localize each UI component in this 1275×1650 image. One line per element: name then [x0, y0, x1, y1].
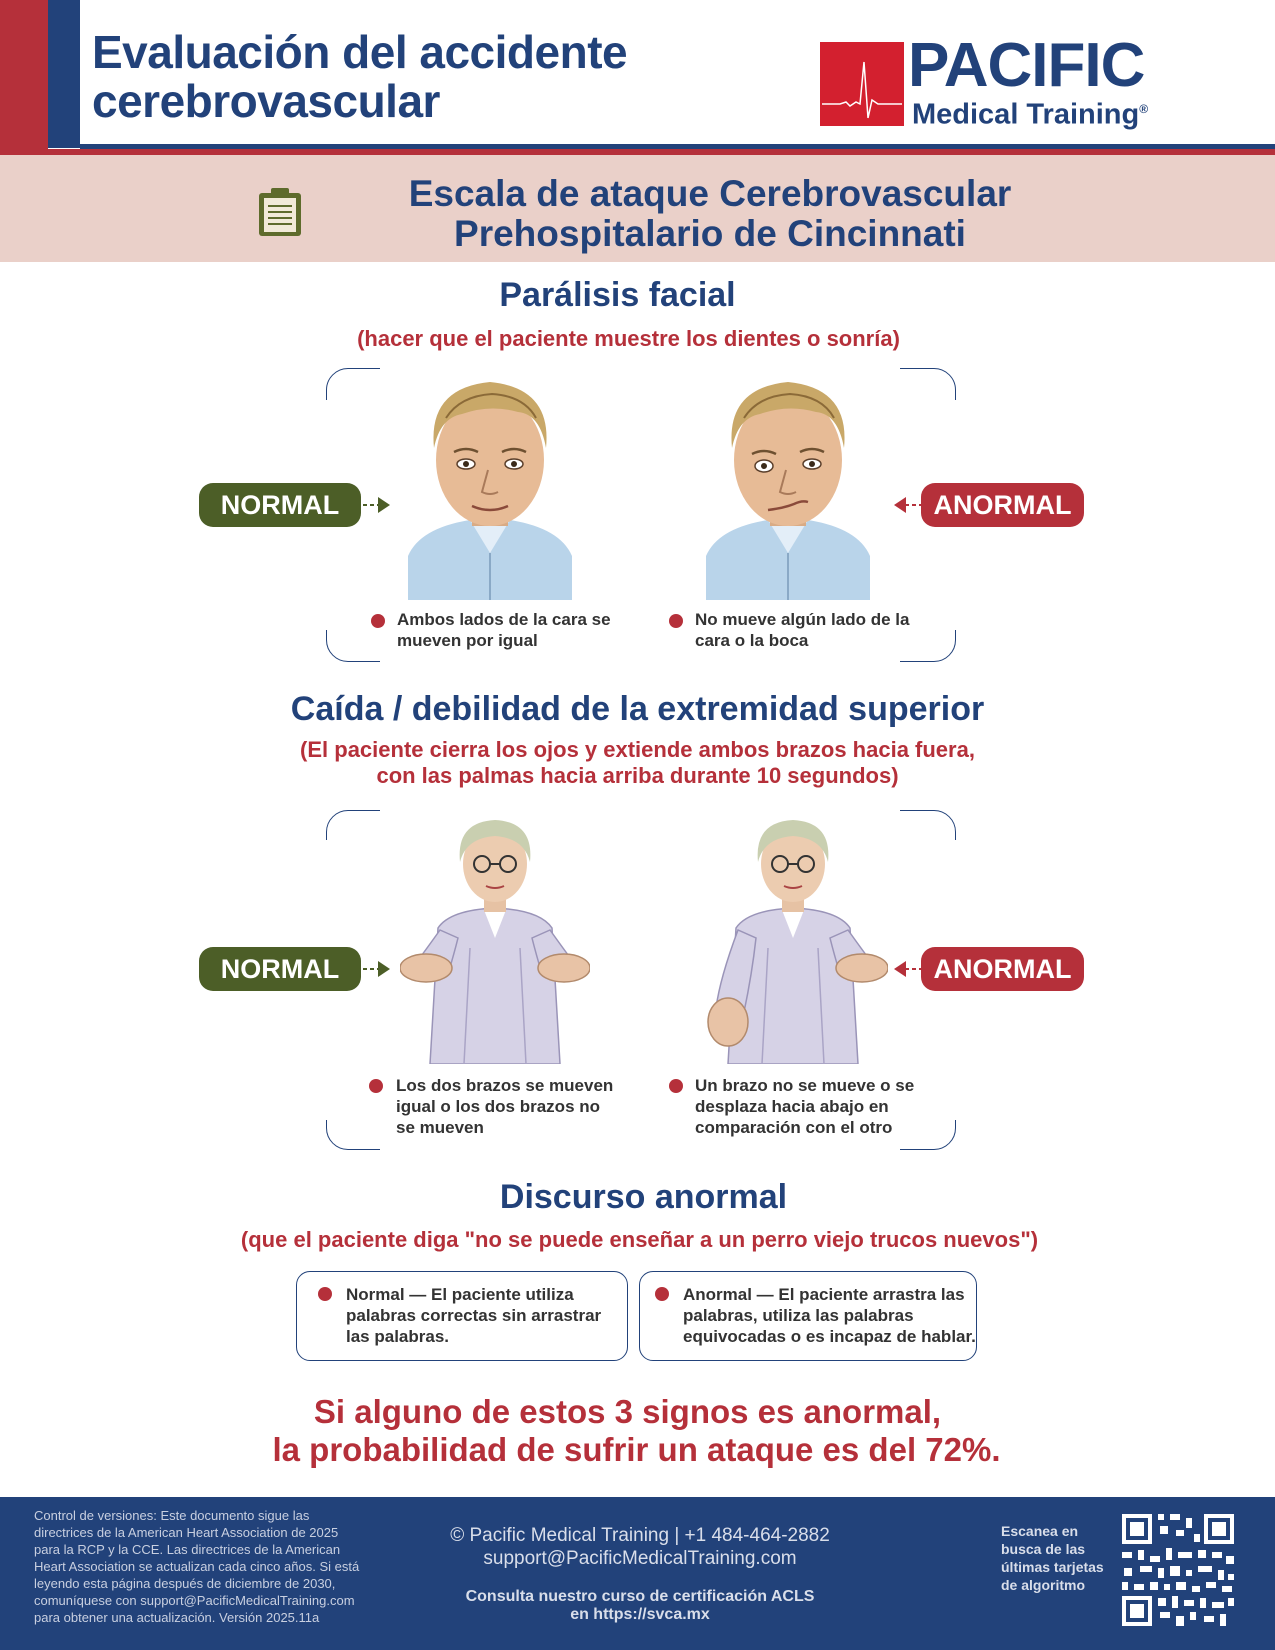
clipboard-icon [256, 186, 304, 238]
arm-frame-gap-bottom [380, 1143, 900, 1157]
scan-note-line4: de algoritmo [1001, 1577, 1086, 1593]
speech-abnormal-text-line3: equivocadas o es incapaz de hablar. [683, 1327, 976, 1346]
arm-normal-text-line3: se mueven [396, 1118, 484, 1137]
scale-title-line1: Escala de ataque Cerebrovascular [408, 173, 1012, 214]
speech-normal-bullet-icon [318, 1287, 332, 1301]
facial-normal-text [397, 609, 611, 651]
arm-abnormal-text-line3: comparación con el otro [695, 1118, 893, 1137]
arm-abnormal-bullet-icon [669, 1079, 683, 1093]
arm-abnormal-text-line2: desplaza hacia abajo en [695, 1097, 889, 1116]
facial-subtitle-text: (hacer que el paciente muestre los dientes o sonría) [357, 326, 900, 351]
scan-note-line1: Escanea en [1001, 1523, 1079, 1539]
arm-title-text: Caída / debilidad de la extremidad superior [290, 690, 985, 728]
abnormal-arms-illustration [698, 818, 888, 1064]
scan-note-line2: busca de las [1001, 1541, 1086, 1557]
page-title-line2: cerebrovascular [92, 75, 440, 127]
arm-abnormal-text-line1: Un brazo no se mueve o se [695, 1076, 915, 1095]
facial-normal-text-line2: mueven por igual [397, 631, 538, 650]
arm-abnormal-label-text: ANORMAL [933, 954, 1072, 984]
facial-abnormal-bullet-icon [669, 614, 683, 628]
speech-subtitle [0, 1226, 1275, 1254]
facial-title-text: Parálisis facial [499, 276, 736, 314]
facial-abnormal-label [921, 483, 1084, 527]
course-link[interactable]: en https://svca.mx [570, 1606, 710, 1623]
speech-title-text: Discurso anormal [499, 1178, 788, 1216]
version-note-line6: comuníquese con support@PacificMedicalTraining.com [34, 1593, 355, 1608]
course-info [420, 1588, 860, 1624]
speech-abnormal-bullet-icon [655, 1287, 669, 1301]
contact-phone-line[interactable]: © Pacific Medical Training | +1 484-464-2882 [450, 1525, 830, 1546]
arm-subtitle-line2: con las palmas hacia arriba durante 10 segundos) [376, 763, 899, 788]
version-note [34, 1507, 374, 1626]
header-red-bar [0, 0, 48, 150]
facial-abnormal-text-line2: cara o la boca [695, 631, 809, 650]
arm-normal-text [396, 1075, 613, 1138]
normal-face-illustration [400, 378, 580, 600]
version-note-line4: Heart Association se actualizan cada cinco años. Si está [34, 1559, 360, 1574]
arm-frame-gap-top [380, 802, 900, 816]
version-note-line2: directrices de la American Heart Association de 2025 [34, 1525, 339, 1540]
conclusion-line1: Si alguno de estos 3 signos es anormal, [313, 1393, 942, 1430]
abnormal-face-illustration [698, 378, 878, 600]
facial-normal-text-line1: Ambos lados de la cara se [397, 610, 611, 629]
facial-frame-gap-top [380, 360, 900, 374]
speech-normal-text-line1: Normal — El paciente utiliza [346, 1285, 574, 1304]
scale-title [380, 174, 1040, 254]
header-blue-bar [48, 0, 80, 148]
arm-subtitle-line1: (El paciente cierra los ojos y extiende ambos brazos hacia fuera, [300, 737, 975, 762]
speech-normal-text-line3: las palabras. [346, 1327, 450, 1346]
arm-normal-arrow-icon [363, 958, 391, 980]
arm-abnormal-arrow-icon [893, 958, 921, 980]
conclusion-statement [0, 1393, 1275, 1469]
speech-normal-text [346, 1284, 601, 1347]
facial-abnormal-text-line1: No mueve algún lado de la [695, 610, 910, 629]
arm-normal-label [199, 947, 361, 991]
arm-normal-text-line2: igual o los dos brazos no [396, 1097, 601, 1116]
facial-normal-arrow-icon [363, 494, 391, 516]
page-title [92, 28, 627, 126]
version-note-line3: para la RCP y la CCE. Las directrices de la American [34, 1542, 341, 1557]
facial-normal-label-text: NORMAL [220, 490, 340, 520]
arm-normal-label-text: NORMAL [220, 954, 340, 984]
facial-normal-label [199, 483, 361, 527]
version-note-line1: Control de versiones: Este documento sigue las [34, 1508, 310, 1523]
course-info-line1: Consulta nuestro curso de certificación ACLS [465, 1588, 815, 1605]
facial-subtitle [0, 325, 1275, 353]
page-title-line1: Evaluación del accidente [92, 26, 628, 78]
facial-title [0, 275, 1275, 315]
facial-abnormal-text [695, 609, 909, 651]
speech-normal-text-line2: palabras correctas sin arrastrar [346, 1306, 602, 1325]
facial-frame-gap-bottom [380, 655, 900, 669]
speech-abnormal-text [683, 1284, 976, 1347]
facial-abnormal-arrow-icon [893, 494, 921, 516]
speech-abnormal-text-line1: Anormal — El paciente arrastra las [683, 1285, 965, 1304]
facial-abnormal-label-text: ANORMAL [933, 490, 1072, 520]
scan-note-line3: últimas tarjetas [1001, 1559, 1104, 1575]
arm-title [0, 688, 1275, 730]
version-note-line5: leyendo esta página después de diciembre de 2030, [34, 1576, 336, 1591]
logo-brand: PACIFIC [908, 31, 1145, 100]
speech-subtitle-text: (que el paciente diga "no se puede enseñar a un perro viejo trucos nuevos") [240, 1227, 1039, 1252]
speech-title [0, 1176, 1275, 1218]
version-note-line7: para obtener una actualización. Versión 2025.11a [34, 1610, 320, 1625]
arm-subtitle [0, 737, 1275, 789]
conclusion-line2: la probabilidad de sufrir un ataque es del 72%. [272, 1431, 1001, 1468]
scale-title-line2: Prehospitalario de Cincinnati [454, 213, 966, 254]
arm-abnormal-text [695, 1075, 914, 1138]
contact-email-link[interactable]: support@PacificMedicalTraining.com [483, 1548, 797, 1569]
contact-info [420, 1524, 860, 1570]
normal-arms-illustration [400, 818, 590, 1064]
logo-subbrand [912, 93, 1148, 131]
speech-abnormal-text-line2: palabras, utiliza las palabras [683, 1306, 914, 1325]
qr-code-icon[interactable] [1120, 1512, 1236, 1628]
logo-registered-mark: ® [1139, 102, 1149, 116]
heartbeat-logo-icon [820, 42, 904, 126]
arm-normal-text-line1: Los dos brazos se mueven [396, 1076, 614, 1095]
scan-note [1001, 1522, 1111, 1594]
facial-normal-bullet-icon [371, 614, 385, 628]
arm-normal-bullet-icon [369, 1079, 383, 1093]
arm-abnormal-label [921, 947, 1084, 991]
logo-subbrand-text: Medical Training [912, 98, 1140, 131]
